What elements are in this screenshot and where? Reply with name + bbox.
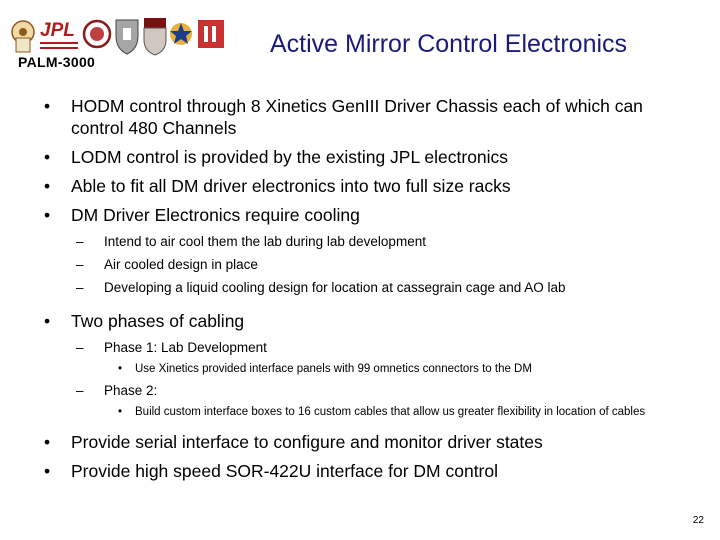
dash-symbol: –: [76, 234, 84, 249]
seal-logo: [82, 16, 112, 56]
bullet-symbol: •: [44, 147, 51, 167]
bullet-text: HODM control through 8 Xinetics GenIII Driver Chassis each of which can control 480 Channels: [71, 96, 643, 138]
bullet-racks: [0, 175, 661, 197]
sub-bullet-phase-1: [0, 339, 720, 356]
jpl-wordmark: [38, 16, 80, 56]
bullet-text: DM Driver Electronics require cooling: [71, 205, 360, 225]
sub-bullet-text: Phase 2:: [104, 383, 158, 398]
bullet-symbol: •: [44, 461, 51, 481]
bullet-sor-interface: [0, 460, 661, 482]
bullet-symbol: •: [44, 432, 51, 452]
bullet-lodm: [0, 146, 661, 168]
sub-sub-bullet-text: Build custom interface boxes to 16 custom cables that allow us greater flexibility in location of cables: [135, 406, 646, 418]
bullet-text: Provide serial interface to configure and monitor driver states: [71, 432, 543, 452]
sub-sub-bullet-phase-2-detail: [0, 405, 655, 419]
dash-symbol: –: [76, 257, 84, 272]
institution-logo: [196, 16, 226, 56]
sub-bullet-text: Air cooled design in place: [104, 257, 258, 272]
bullet-symbol: •: [44, 205, 51, 225]
sub-bullet-air-cooled-design: [0, 256, 720, 273]
bullet-cabling: [0, 310, 661, 332]
star-logo: [168, 16, 194, 56]
bullet-symbol: •: [118, 406, 123, 418]
sub-bullet-air-cool-lab: [0, 233, 720, 250]
palm-label: PALM-3000: [18, 54, 96, 70]
sub-bullet-text: Developing a liquid cooling design for location at cassegrain cage and AO lab: [104, 280, 566, 295]
sub-sub-bullet-text: Use Xinetics provided interface panels with 99 omnetics connectors to the DM: [135, 363, 532, 375]
bullet-text: Able to fit all DM driver electronics into two full size racks: [71, 176, 511, 196]
dash-symbol: –: [76, 383, 84, 398]
sub-bullet-text: Phase 1: Lab Development: [104, 340, 267, 355]
sub-bullet-phase-2: [0, 382, 720, 399]
bullet-text: LODM control is provided by the existing JPL electronics: [71, 147, 509, 167]
bullet-list: [0, 95, 720, 489]
page-number: 22: [692, 515, 704, 526]
bullet-symbol: •: [44, 96, 51, 116]
jpl-text: JPL: [40, 20, 75, 41]
sub-sub-bullet-phase-1-detail: [0, 362, 655, 376]
jpl-logo: [8, 16, 38, 56]
page-title: Active Mirror Control Electronics: [270, 30, 628, 58]
sub-bullet-text: Intend to air cool them the lab during lab development: [104, 234, 426, 249]
bullet-symbol: •: [44, 311, 51, 331]
bullet-hodm: [0, 95, 661, 139]
bullet-symbol: •: [118, 363, 123, 375]
dash-symbol: –: [76, 340, 84, 355]
bullet-cooling: [0, 204, 661, 226]
bullet-symbol: •: [44, 176, 51, 196]
dash-symbol: –: [76, 280, 84, 295]
bullet-text: Provide high speed SOR-422U interface for DM control: [71, 461, 499, 481]
sub-bullet-liquid-cooling: [0, 279, 720, 296]
bullet-text: Two phases of cabling: [71, 311, 245, 331]
logo-strip: [8, 16, 226, 56]
crest-logo: [114, 16, 140, 56]
shield-logo: [142, 16, 168, 56]
bullet-serial-interface: [0, 431, 661, 453]
